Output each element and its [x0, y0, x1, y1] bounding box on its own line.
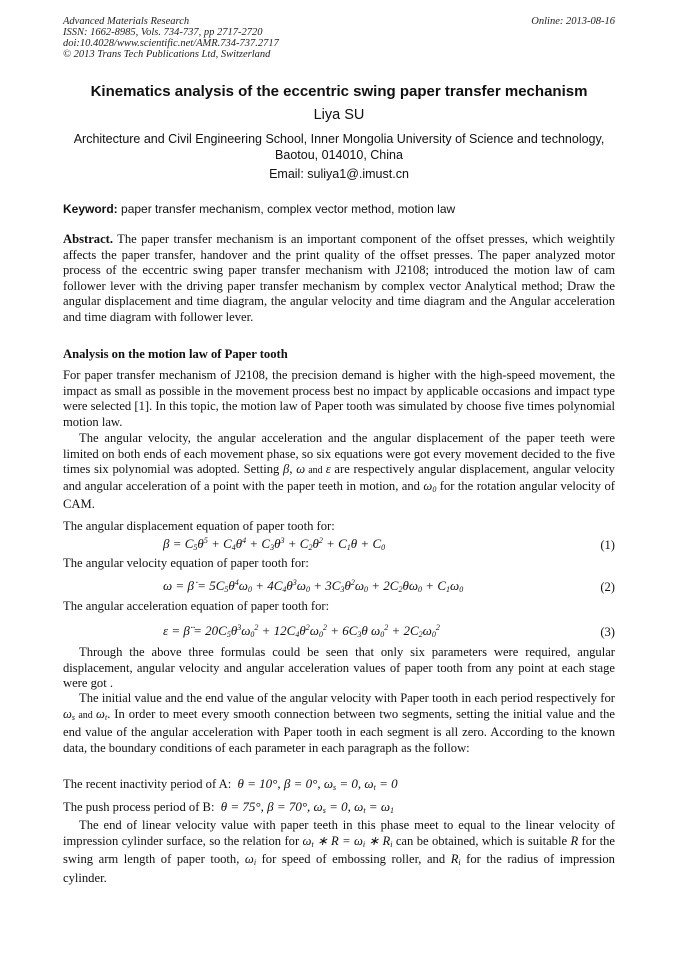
p5-text-d: for speed of embossing roller, and: [256, 852, 451, 867]
keyword-list: paper transfer mechanism, complex vector method, motion law: [117, 202, 456, 216]
section-heading: Analysis on the motion law of Paper tooth: [63, 347, 288, 361]
issn-line: ISSN: 1662-8985, Vols. 734-737, pp 2717-2720: [63, 27, 263, 38]
condition-b-label: The push process period of B:: [63, 800, 215, 814]
keywords: [63, 202, 615, 218]
p2-text-b: and: [305, 465, 326, 477]
paragraph-4: The initial value and the end value of the angular velocity with Paper tooth in each period respectively for $\omega_s$ and $\omega_t$. In order to meet every smooth connection between two segments, setting the initial value and the end value of the angular acceleration with Paper tooth in each segment is all zero. According to the known data, the boundary conditions of each parameter in each paragraph as the follow:: [63, 691, 615, 755]
condition-a-label: The recent inactivity period of A:: [63, 777, 232, 791]
affiliation-line-1: Architecture and Civil Engineering School, Inner Mongolia University of Science and technology,: [73, 132, 605, 146]
p2-text-d: for the rotation angular velocity of CAM.: [63, 478, 615, 512]
p4-text-c: . In order to meet every smooth connection between two segments, setting the initial value and the end value of the angular acceleration with Paper tooth in each segment is all zero. According to the known data, the boundary conditions of each parameter in each paragraph as the follow:: [63, 706, 615, 755]
p4-text-b: and: [75, 709, 97, 721]
p4-text-a: The initial value and the end value of the angular velocity with Paper tooth in each period respectively for: [79, 691, 615, 705]
affiliation: [40, 131, 638, 163]
abstract: [63, 232, 615, 326]
p2-text-a: The angular velocity, the angular acceleration and the angular displacement of the paper teeth were limited on both ends of each movement phase, so six equations were got every movement decided to the five times six polynomial was adopted. Setting: [63, 431, 615, 477]
affiliation-line-2: Baotou, 014010, China: [275, 148, 403, 162]
eq3-label: The angular acceleration equation of paper tooth for:: [63, 599, 330, 613]
p5-text-a: The end of linear velocity value with paper teeth in this phase meet to equal to the linear velocity of impression cylinder surface, so the relation for: [63, 818, 615, 848]
paper-title: Kinematics analysis of the eccentric swing paper transfer mechanism: [90, 83, 588, 100]
paragraph-2: The angular velocity, the angular acceleration and the angular displacement of the paper teeth were limited on both ends of each movement phase, so six equations were got every movement decided to the five times six polynomial was adopted. Setting β, ω and ε are respectively angular displacement, angular velocity and angular acceleration of a point with the paper teeth in motion, and $\omega_0$ for the rotation angular velocity of CAM.: [63, 431, 615, 512]
paragraph-3: Through the above three formulas could be seen that only six parameters were required, angular displacement, angular velocity and angular acceleration values of paper tooth from any point at each stage were got .: [63, 645, 615, 691]
eq1-label: The angular displacement equation of paper tooth for:: [63, 519, 335, 533]
paragraph-1: For paper transfer mechanism of J2108, the precision demand is higher with the high-speed movement, the impact as small as possible in the movement process best no impact by applicable occasions and impact type were selected [1]. In this topic, the motion law of Paper tooth was simulated by choose five times polynomial motion law.: [63, 368, 615, 429]
p5-text-c: for the swing arm length of paper tooth,: [63, 833, 616, 867]
doi-line: doi:10.4028/www.scientific.net/AMR.734-737.2717: [63, 38, 279, 49]
equation-3: ε = β̈ = $20C_5\theta^3\omega_0^2 + 12C_4\theta^2\omega_0^2 + 6C_3\theta$ $\omega_0^2 + 2C_2\omega_0^2$: [163, 623, 440, 639]
online-date: Online: 2013-08-16: [531, 16, 615, 27]
author-email: Email: suliya1@.imust.cn: [269, 167, 409, 181]
eq1-number: (1): [600, 538, 615, 552]
condition-a: The recent inactivity period of A: θ = 10°, β = 0°, $\omega_s = 0$, $\omega_t = 0$: [63, 776, 398, 792]
p2-text-c: are respectively angular displacement, angular velocity and angular acceleration of a point with the paper teeth in motion, and: [63, 462, 615, 493]
p5-text-b: can be obtained, which is suitable: [392, 833, 571, 848]
abstract-label: Abstract.: [63, 232, 114, 246]
condition-b: The push process period of B: θ = 75°, β = 70°, $\omega_s = 0$, $\omega_t = \omega_1$: [63, 799, 394, 815]
journal-header: [63, 16, 279, 60]
eq2-label: The angular velocity equation of paper tooth for:: [63, 556, 309, 570]
equation-1: $\beta = C_5\theta^5 + C_4\theta^4 + C_3\theta^3 + C_2\theta^2 + C_1\theta + C_0$: [163, 536, 386, 552]
journal-name: Advanced Materials Research: [63, 16, 190, 27]
paragraph-5: The end of linear velocity value with paper teeth in this phase meet to equal to the linear velocity of impression cylinder surface, so the relation for $\omega_t$ ∗ $R = \omega_i$ ∗ $R_i$ can be obtained, which is suitable R for the swing arm length of paper tooth, $\omega_i$ for speed of embossing roller, and $R_i$ for the radius of impression cylinder.: [63, 818, 616, 885]
eq2-number: (2): [600, 580, 615, 594]
eq3-number: (3): [600, 625, 615, 639]
author-name: Liya SU: [313, 107, 365, 123]
p5-text-e: for the radius of impression cylinder.: [63, 852, 615, 885]
keyword-label: Keyword:: [63, 202, 118, 216]
copyright-line: © 2013 Trans Tech Publications Ltd, Switzerland: [63, 49, 271, 60]
equation-2: ω = β̇ = $5C_5\theta^4\omega_0 + 4C_4\theta^3\omega_0 + 3C_3\theta^2\omega_0 + 2C_2\theta\omega_0 + C_1\omega_0$: [163, 578, 464, 594]
abstract-text: The paper transfer mechanism is an important component of the offset presses, which weightily affects the paper transfer, handover and the print quality of the offset presses. The paper analyzed motor process of the eccentric swing paper transfer mechanism with J2108; introduced the motion law of cam follower lever with the driving paper transfer mechanism by complex vector Analytical method; Draw the angular displacement and time diagram, the angular velocity and time diagram and the Angular acceleration and time diagram with follower lever.: [63, 232, 615, 324]
